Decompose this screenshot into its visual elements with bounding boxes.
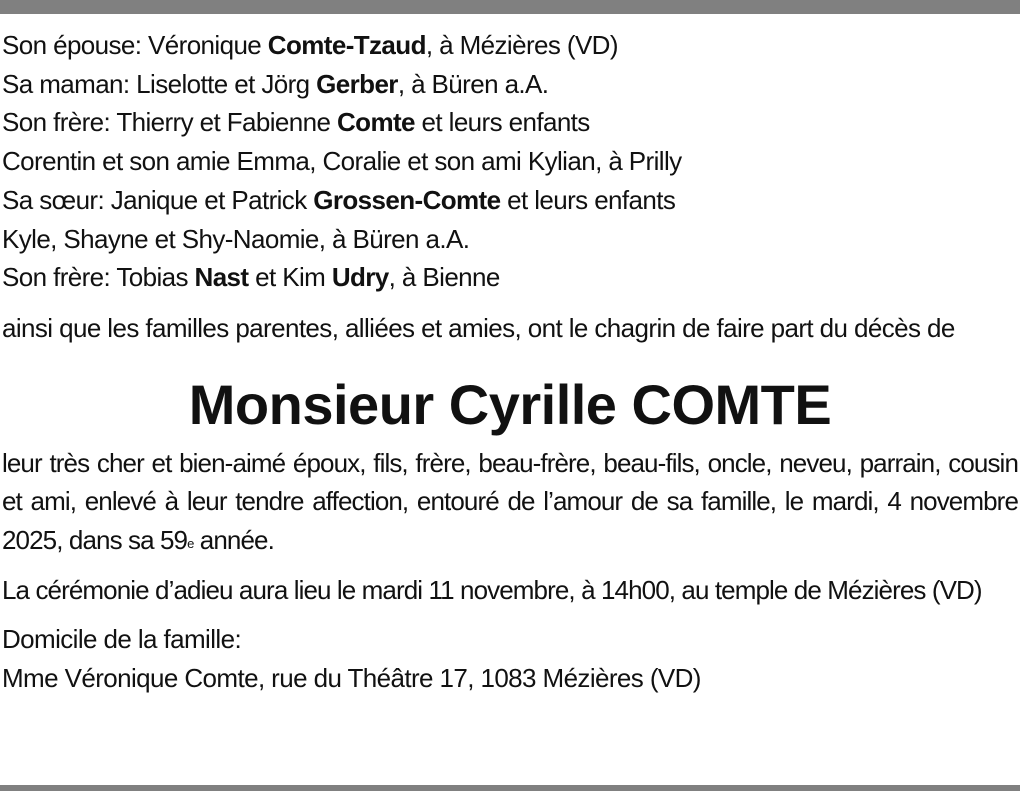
bottom-rule [0, 785, 1020, 791]
ceremony-paragraph: La cérémonie d’adieu aura lieu le mardi 11 novembre, à 14h00, au temple de Mézières (VD) [2, 574, 982, 605]
family-line-spouse: Son épouse: Véronique Comte-Tzaud, à Mézières (VD) [2, 30, 618, 60]
obituary-notice [2, 26, 1018, 698]
family-line-sister: Sa sœur: Janique et Patrick Grossen-Comte et leurs enfants [2, 184, 676, 215]
top-rule [0, 0, 1020, 14]
intro-paragraph: ainsi que les familles parentes, alliées et amies, ont le chagrin de faire part du décès de [2, 312, 955, 343]
domicile-address: Mme Véronique Comte, rue du Théâtre 17, 1083 Mézières (VD) [2, 663, 701, 694]
family-line-mother: Sa maman: Liselotte et Jörg Gerber, à Büren a.A. [2, 68, 549, 99]
ordinal-superscript: e [187, 536, 194, 552]
family-line-sister-children: Kyle, Shayne et Shy-Naomie, à Büren a.A. [2, 223, 470, 254]
deceased-name: Monsieur Cyrille COMTE [188, 372, 832, 436]
description-paragraph: leur très cher et bien-aimé époux, fils, frère, beau-frère, beau-fils, oncle, neveu, parrain, cousin et ami, enlevé à leur tendre affection, entouré de l’amour de sa famille, le mardi, 4 novembre 2025, dans sa 59e année. [2, 447, 1018, 556]
family-line-brother-tobias: Son frère: Tobias Nast et Kim Udry, à Bienne [2, 262, 500, 293]
family-line-brother-thierry: Son frère: Thierry et Fabienne Comte et leurs enfants [2, 107, 590, 138]
family-list [2, 26, 1018, 297]
family-line-brother-children: Corentin et son amie Emma, Coralie et son ami Kylian, à Prilly [2, 146, 682, 177]
domicile-block [2, 620, 1018, 697]
domicile-heading: Domicile de la famille: [2, 624, 242, 655]
